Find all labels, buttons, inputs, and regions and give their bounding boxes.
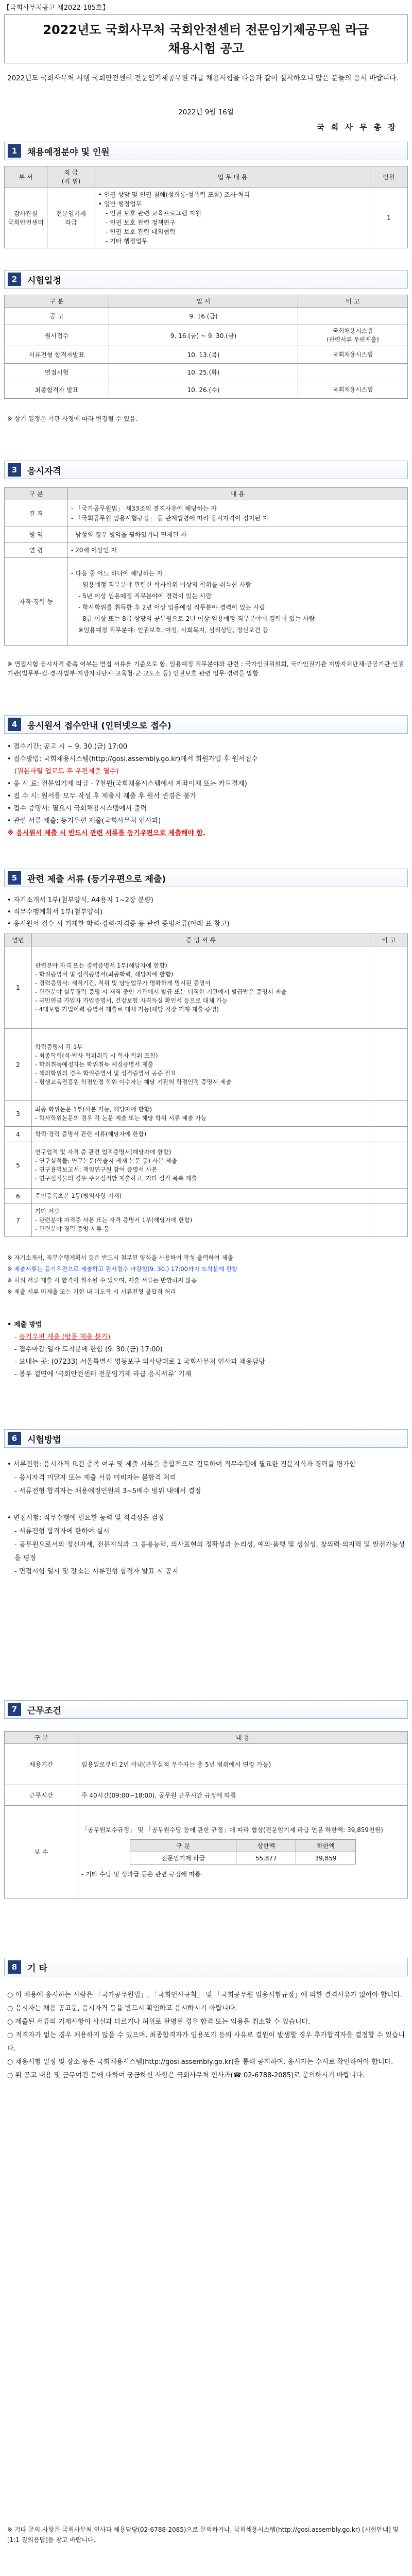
list-item: ○ 위 공고 내용 및 근무여건 등에 대하여 궁금하신 사항은 국회사무처 인사과(☎ 02-6788-2085)로 문의하시기 바랍니다. <box>7 2072 365 2079</box>
col-header: 연번 <box>5 934 32 946</box>
wc-label: 채용기간 <box>5 1744 78 1785</box>
col-header: 비 고 <box>370 934 408 946</box>
section-title: 기 타 <box>27 1963 47 1974</box>
section-number: 3 <box>8 463 21 477</box>
doc-text: 기타 서류 - 관련분야 자격증 사본 또는 자격 증명서 1부(해당자에 한함) - 관련분야 경력 증빙 서류 등 <box>32 1204 370 1237</box>
submission-item: - 접수마감 일자 도착분에 한함 (9. 30.(금) 17:00) <box>14 1346 163 1353</box>
dept-cell: 감사관실 국회안전센터 <box>5 188 47 248</box>
col-header: 내 용 <box>68 488 408 500</box>
page-title-line1: 2022년도 국회사무처 국회안전센터 전문임기제공무원 라급 <box>43 22 369 37</box>
list-item: • 응시원서 접수 시 기재한 학력·경력·자격증 등 관련 증빙서류(아래 표 참고) <box>7 920 230 928</box>
duties-cell <box>95 188 370 248</box>
qual-line: - 5년 이상 임용예정 직무분야에 경력이 있는 사람 <box>78 592 212 600</box>
rank-cell: 전문임기제 라급 <box>47 188 95 248</box>
list-item: • 면접시험: 직무수행에 필요한 능력 및 적격성을 검정 <box>7 1514 164 1522</box>
section-title: 시험일정 <box>27 275 61 286</box>
section-8-header <box>4 1958 408 1976</box>
table-row <box>5 1189 408 1204</box>
page-title-line2: 채용시험 공고 <box>168 41 244 56</box>
col-header: 상한액 <box>236 1840 296 1852</box>
schedule-note <box>298 364 408 381</box>
table-row <box>5 500 408 527</box>
note-item: ※ 허위 서류 제출 시 합격이 취소될 수 있으며, 제출 서류는 반환하지 않음 <box>7 1277 197 1284</box>
documents-notes <box>7 1252 405 1297</box>
table-row <box>5 325 408 346</box>
qual-content <box>68 500 408 527</box>
duty-item: - 기타 행정업무 <box>106 237 148 245</box>
doc-no: 2 <box>5 1029 32 1101</box>
doc-no: 7 <box>5 1204 32 1237</box>
qual-content: - 20세 이상인 자 <box>68 543 408 558</box>
list-item: ○ 이 채용에 응시하는 사람은 「국가공무원법」, 「국회인사규칙」 및 「국회공무원 임용시험규정」에 의한 결격사유가 없어야 합니다. <box>7 1991 402 1999</box>
deadline-note: ※ 응시원서 제출 시 반드시 관련 서류를 등기우편으로 제출해야 함. <box>7 829 205 837</box>
qual-label: 연 령 <box>5 543 68 558</box>
wc-pay-cell <box>78 1806 408 1899</box>
schedule-date: 10. 25.(화) <box>109 364 298 381</box>
list-item: ○ 채용시험 일정 및 장소 등은 국회채용시스템(http://gosi.assembly.go.kr)을 통해 공지하며, 응시자는 수시로 확인하여야 합니다. <box>7 2058 393 2066</box>
col-header: 내 용 <box>78 1732 408 1744</box>
note-item: ※ 제출서류는 등기우편으로 제출하고 원서접수 마감일(9. 30.) 17:00까지 도착분에 한함 <box>7 1265 238 1273</box>
list-item: ○ 제출된 서류의 기재사항이 사실과 다르거나 허위로 판명된 경우 합격 또는 임용을 취소할 수 있습니다. <box>7 2018 311 2026</box>
doc-text: 학력·경력 증명서 관련 서류(해당자에 한함) <box>32 1127 370 1142</box>
schedule-date: 10. 26.(수) <box>109 381 298 399</box>
doc-text: 학력증명서 각 1부 - 최종학력(석·박사 학위취득 시 학사 학위 포함) - 학위취득예정자는 학위취득 예정증명서 제출 - 해외학위의 경우 학위증명서 및 성적증명서 공증 필요 - 평생교육진흥원 학점인정 학위 이수자는 해당 기관의 학점인정 증명서 제출 <box>32 1029 370 1101</box>
schedule-note: 국회채용시스템 <box>298 346 408 364</box>
notice-date: 2022년 9월 16일 <box>178 108 234 116</box>
section-6-header <box>4 1429 408 1448</box>
section-number: 1 <box>8 144 21 158</box>
schedule-note: 국회채용시스템 (관련서류 우편제출) <box>298 325 408 346</box>
col-header: 구 분 <box>5 488 68 500</box>
col-header: 구 분 <box>5 295 109 308</box>
table-row <box>5 1785 408 1806</box>
list-item: - 서류전형 합격자는 채용예정인원의 3~5배수 범위 내에서 결정 <box>14 1487 201 1495</box>
section-1-header <box>4 142 408 160</box>
list-item: • 서류전형: 응시자격 요건 충족 여부 및 제출 서류를 종합적으로 검토하여 직무수행에 필요한 전문지식과 경력을 평가함 <box>7 1461 356 1468</box>
table-row <box>5 308 408 325</box>
qual-label: 병 역 <box>5 527 68 543</box>
pay-table <box>130 1839 356 1865</box>
submission-item: - 등기우편 제출 (방문 제출 불가) <box>14 1333 111 1341</box>
doc-text: 최종 학위논문 1부(사본 가능, 해당자에 한함) - 학사학위논문의 경우 각 논문 제출 또는 해당 학위 서류 제출 가능 <box>32 1101 370 1127</box>
qual-content <box>68 558 408 646</box>
list-item: (원본파일 업로드 후 우편제출 필수) <box>14 768 119 775</box>
wc-text: 「공무원보수규정」 및 「공무원수당 등에 관한 규정」에 따라 협상(전문임기제 라급 연봉 하한액: 39,859천원) <box>81 1826 383 1834</box>
col-header: 비 고 <box>298 295 408 308</box>
qualification-footnote: ※ 면접시험 응시자격 충족 여부는 면접 서류를 기준으로 함. 임용예정 직무분야와 관련 : 국가인권위원회, 국가인권기관 지방자치단체·공공기관·인권기관(법무부·검·경·사법부·지방자치단체·교육청·군·교도소 등) 인권보호 관련 업무·경력을 말함 <box>7 660 404 677</box>
qual-content: - 남성의 경우 병역을 필하였거나 면제된 자 <box>68 527 408 543</box>
list-item: • 접수방법: 국회채용시스템(http://gosi.assembly.go.kr)에서 회원가입 후 원서접수 <box>7 755 258 763</box>
col-header: 부 서 <box>5 166 47 188</box>
col-header: 하한액 <box>296 1840 356 1852</box>
section-2-header <box>4 270 408 289</box>
submission-item: - 봉투 겉면에 ‘국회안전센터 전문임기제 라급 응시서류’ 기재 <box>14 1370 192 1378</box>
duty-item: - 인권 보호 관련 대외협력 <box>106 228 176 235</box>
notice-code: 【국회사무처공고 제2022-185호】 <box>3 4 109 12</box>
list-item: • 직무수행계획서 1부(첨부양식) <box>7 908 103 916</box>
wc-label: 보 수 <box>5 1806 78 1899</box>
list-item: • 접수 증명서: 필요시 국회채용시스템에서 출력 <box>7 805 147 812</box>
exam-list <box>7 1458 405 1579</box>
footer-note: ※ 기타 문의 사항은 국회사무처 인사과 채용담당(02-6788-2085)으로 문의하거나, 국회채용시스템(http://gosi.assembly.go.kr) [시험안내] 및 [1:1 질의응답]을 참고 바랍니다. <box>7 2526 399 2544</box>
doc-no: 5 <box>5 1142 32 1189</box>
section-title: 응시원서 접수안내 (인터넷으로 접수) <box>27 720 171 731</box>
col-header: 구 분 <box>130 1840 236 1852</box>
qualification-table <box>4 487 408 646</box>
list-item: - 서류전형 합격자에 한하여 실시 <box>14 1528 110 1535</box>
col-header: 구 분 <box>5 1732 78 1744</box>
section-title: 근무조건 <box>27 1705 61 1716</box>
table-row <box>5 558 408 646</box>
work-conditions-table <box>4 1731 408 1899</box>
table-row <box>5 527 408 543</box>
table-row <box>5 346 408 364</box>
issuer: 국 회 사 무 총 장 <box>316 123 398 132</box>
wc-label: 근무시간 <box>5 1785 78 1806</box>
duty-item: • 일반 행정업무 <box>98 200 142 208</box>
qual-label: 결 격 <box>5 500 68 527</box>
table-row <box>5 1142 408 1189</box>
pay-cell: 39,859 <box>296 1852 356 1865</box>
schedule-label: 최종합격자 발표 <box>5 381 109 399</box>
count-cell: 1 <box>370 188 408 248</box>
table-row <box>5 364 408 381</box>
intro-text: 2022년도 국회사무처 시행 국회안전센터 전문임기제공무원 라급 채용시험을 다음과 같이 실시하오니 많은 분들의 응시 바랍니다. <box>7 74 399 82</box>
table-row <box>5 543 408 558</box>
pay-cell: 전문임기제 라급 <box>130 1852 236 1865</box>
section-number: 5 <box>8 871 21 885</box>
table-row <box>5 381 408 399</box>
qual-line: - 학사학위를 취득한 후 2년 이상 임용예정 직무분야 경력이 있는 사람 <box>78 603 266 611</box>
doc-no: 6 <box>5 1189 32 1204</box>
schedule-date: 9. 16.(금) ~ 9. 30.(금) <box>109 325 298 346</box>
schedule-date: 10. 13.(목) <box>109 346 298 364</box>
note-item: ※ 제출 서류 미제출 또는 기한 내 미도착 시 서류전형 불합격 처리 <box>7 1288 176 1295</box>
qual-line: - 「국가공무원법」 제33조의 결격사유에 해당하는 자 <box>71 504 217 512</box>
section-number: 7 <box>8 1703 21 1716</box>
table-row <box>5 1204 408 1237</box>
qual-line: - 다음 중 어느 하나에 해당하는 자 <box>71 569 163 577</box>
section-title: 응시자격 <box>27 466 61 477</box>
schedule-label: 공 고 <box>5 308 109 325</box>
schedule-note <box>298 308 408 325</box>
section-number: 2 <box>8 273 21 286</box>
table-row <box>5 1101 408 1127</box>
table-row <box>5 946 408 1029</box>
list-item: • 접수기간: 공고 시 ~ 9. 30.(금) 17:00 <box>7 743 128 751</box>
submission-label: • 제출 방법 <box>7 1321 42 1329</box>
col-header: 직 급 (직 위) <box>47 166 95 188</box>
section-title: 시험방법 <box>27 1434 61 1445</box>
duty-item: - 인권 보호 관련 교육프로그램 지원 <box>106 209 201 217</box>
wc-text: 임용일로부터 2년 이내(근무실적 우수자는 총 5년 범위에서 연장 가능) <box>78 1744 408 1785</box>
doc-text: 연구업적 및 자격 증 관련 업적증명서(해당자에 한함) - 연구실적물: 연구논문(학술지 게재 논문 등) 사본 제출 - 연구용역보고서: 책임연구원 참여 증명서 사본 - 연구실적물의 경우 주요실적만 제출하고, 기타 실적 목록 제출 <box>32 1142 370 1189</box>
duty-item: • 인권 상담 및 인권 침해(성희롱·성폭력 포함) 조사·처리 <box>98 191 250 198</box>
qual-line: - 「국회공무원 임용시험규정」 등 관계법령에 따라 응시자격이 정지된 자 <box>71 514 269 522</box>
qual-line: - 임용예정 직무분야 관련한 학사학위 이상의 학위를 취득한 사람 <box>78 581 252 588</box>
documents-table <box>4 934 408 1237</box>
list-item: - 면접시험 일시 및 장소는 서류전형 합격자 발표 시 공지 <box>14 1568 179 1575</box>
section-5-header <box>4 869 408 887</box>
section-number: 8 <box>8 1960 21 1974</box>
list-item: ○ 적격자가 없는 경우 채용하지 않을 수 있으며, 최종합격자가 임용포기 등의 사유로 결원이 발생할 경우 추가합격자를 결정할 수 있습니다. <box>7 2031 405 2053</box>
doc-no: 4 <box>5 1127 32 1142</box>
doc-text: 관련분야 자격 또는 경력증명서 1부(해당자에 한함) - 학위증명서 및 성적증명서(최종학력, 해당자에 한함) - 경력증명서: 재직기간, 직위 및 담당업무가 명확하게 명시된 증명서 - 관련분야 실무경력 증명 시 재직 중인 기관에서 발급 또는 퇴직한 기관에서 발급받은 증명서 제출 - 국민연금 가입자 가입증명서, 건강보험 자격득실 확인서 등으로 대체 가능 - 4대보험 가입이력 증명서 제출로 대체 가능(해당 직장 기재·제출·증명) <box>32 946 370 1029</box>
note-item: ※ 자기소개서, 직무수행계획서 등은 반드시 첨부된 양식을 사용하여 작성·출력하여 제출 <box>7 1254 233 1261</box>
duty-item: - 인권 보호 관련 정책연구 <box>106 218 176 226</box>
section-number: 4 <box>8 718 21 731</box>
col-header: 업 무 내 용 <box>95 166 370 188</box>
schedule-label: 면접시험 <box>5 364 109 381</box>
list-item: - 공무원으로서의 정신자세, 전문지식과 그 응용능력, 의사표현의 정확성과 논리성, 예의·품행 및 성실성, 창의력·의지력 및 발전가능성을 평정 <box>14 1541 405 1562</box>
submission-block <box>7 1319 405 1381</box>
col-header: 증 빙 서 류 <box>32 934 370 946</box>
list-item: • 관련 서류 제출: 등기우편 제출(국회사무처 인사과) <box>7 817 161 825</box>
title-box <box>4 14 408 63</box>
section-title: 채용예정분야 및 인원 <box>27 147 110 158</box>
application-list <box>7 741 405 840</box>
documents-intro <box>7 894 405 930</box>
schedule-date: 9. 16.(금) <box>109 308 298 325</box>
list-item: ○ 응시자는 채용 공고문, 응시자격 등을 반드시 확인하고 응시하시기 바랍니다. <box>7 2005 237 2012</box>
section-title: 관련 제출 서류 (등기우편으로 제출) <box>27 874 166 885</box>
section-3-header <box>4 461 408 479</box>
list-item: • 접 수 시: 원서를 모두 작성 후 제출시 제출 후 원서 변경은 불가 <box>7 792 197 800</box>
section-number: 6 <box>8 1432 21 1445</box>
doc-no: 1 <box>5 946 32 1029</box>
list-item: • 응 시 료: 전문임기제 라급 - 7천원(국회채용시스템에서 계좌이체 또는 카드결제) <box>7 780 247 788</box>
schedule-footnote: ※ 상기 일정은 기관 사정에 따라 변경될 수 있음. <box>7 415 138 422</box>
list-item: - 응시자격 미달자 또는 제출 서류 미비자는 불합격 처리 <box>14 1474 177 1482</box>
qual-line: ※임용예정 직무분야: 인권보호, 여성, 사회복지, 심리상담, 정신보건 등 <box>78 626 269 634</box>
col-header: 일 시 <box>109 295 298 308</box>
schedule-label: 서류전형 합격자발표 <box>5 346 109 364</box>
list-item: • 자기소개서 1부(첨부양식, A4용지 1~2장 분량) <box>7 896 153 904</box>
schedule-note: 국회채용시스템 <box>298 381 408 399</box>
qual-line: - 8급 이상 또는 8급 상당의 공무원으로 2년 이상 임용예정 직무분야에 경력이 있는 사람 <box>78 615 315 622</box>
section-4-header <box>4 715 408 734</box>
pay-note: - 기타 수당 및 성과급 등은 관련 규정에 따름 <box>81 1871 201 1878</box>
col-header: 인원 <box>370 166 408 188</box>
misc-list <box>7 1989 405 2082</box>
table-row <box>5 1744 408 1785</box>
pay-cell: 55,877 <box>236 1852 296 1865</box>
section-7-header <box>4 1700 408 1719</box>
table-row <box>5 1806 408 1899</box>
qual-label: 자격·경력 등 <box>5 558 68 646</box>
submission-item: - 보내는 곳: (07233) 서울특별시 영등포구 의사당대로 1 국회사무처 인사과 채용담당 <box>14 1358 265 1366</box>
schedule-label: 원서접수 <box>5 325 109 346</box>
table-row <box>5 1127 408 1142</box>
positions-table <box>4 166 408 248</box>
schedule-table <box>4 295 408 399</box>
wc-text: 주 40시간(09:00~18:00), 공무원 근무시간 규정에 따름 <box>78 1785 408 1806</box>
doc-text: 주민등록초본 1통(병역사항 기재) <box>32 1189 370 1204</box>
table-row <box>5 1029 408 1101</box>
doc-no: 3 <box>5 1101 32 1127</box>
